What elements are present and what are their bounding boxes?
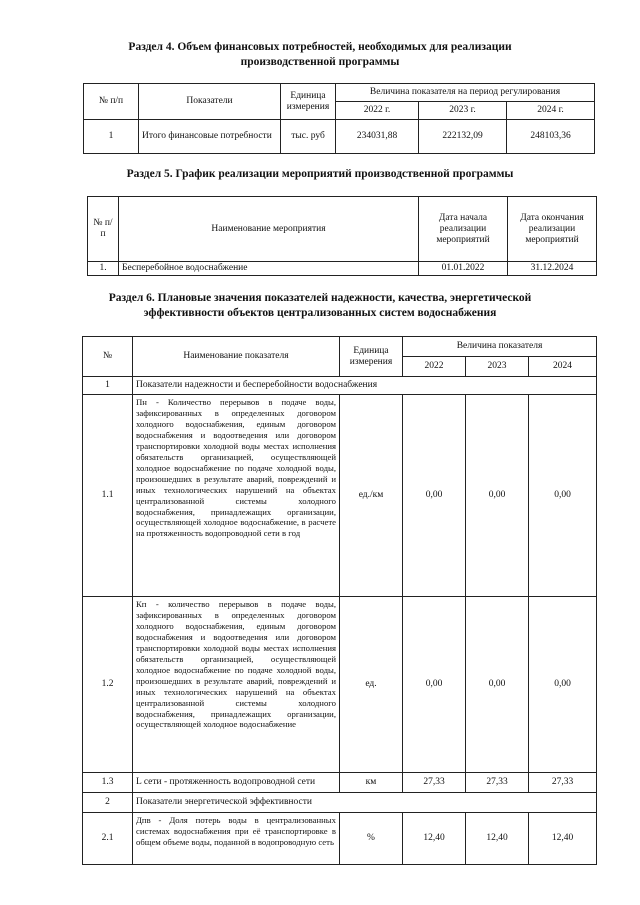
- s4-header-indicator: Показатели: [139, 84, 281, 120]
- s6-row-2-1-2023: 12,40: [466, 813, 529, 865]
- s4-header-unit: Единица измерения: [281, 84, 336, 120]
- s4-header-period: Величина показателя на период регулирования: [336, 84, 595, 102]
- s6-row-1-2-2023: 0,00: [466, 597, 529, 773]
- s5-header-num: № п/п: [88, 197, 119, 262]
- s5-row-start: 01.01.2022: [419, 262, 508, 276]
- s6-row-2-1-num: 2.1: [83, 813, 133, 865]
- s6-row-1-1-2024: 0,00: [529, 395, 597, 597]
- table-row: [83, 813, 597, 865]
- s6-row-1-1-2022: 0,00: [403, 395, 466, 597]
- s5-row-end: 31.12.2024: [508, 262, 597, 276]
- s6-row-2-1-2022: 12,40: [403, 813, 466, 865]
- s4-row-name: Итого финансовые потребности: [139, 120, 281, 154]
- s6-row-1-2-2022: 0,00: [403, 597, 466, 773]
- s6-group2-name: Показатели энергетической эффективности: [133, 793, 597, 813]
- s4-row-unit: тыс. руб: [281, 120, 336, 154]
- s5-header-end: Дата окончания реализации мероприятий: [508, 197, 597, 262]
- s6-row-1-1-num: 1.1: [83, 395, 133, 597]
- s6-row-1-1-name: Пн - Количество перерывов в подаче воды, зафиксированных в определенных договором холодного водоснабжения, единым договором водоснабжения и водоотведения или договором транспортировки холодной воды местах исполнения обязательств организацией, осуществляющей холодное водоснабжение по подаче холодной воды, произошедших в результате аварий, повреждений и иных технологических нарушений на объектах централизованной системы холодного водоснабжения, принадлежащих организации, осуществляющей холодное водоснабжение, в расчете на протяженность водопроводной сети в год: [133, 395, 340, 597]
- s5-header-name: Наименование мероприятия: [119, 197, 419, 262]
- s6-row-2-1-2024: 12,40: [529, 813, 597, 865]
- s6-row-2-1-unit: %: [340, 813, 403, 865]
- s6-row-2-1-name: Дпв - Доля потерь воды в централизованных системах водоснабжения при её транспортировке в общем объеме воды, поданной в водопроводную сеть: [133, 813, 340, 865]
- section6-table: [82, 336, 597, 865]
- s5-row-name: Бесперебойное водоснабжение: [119, 262, 419, 276]
- table-row: [88, 262, 597, 276]
- section4-table: [83, 83, 595, 154]
- s6-header-2024: 2024: [529, 357, 597, 377]
- section5-table: [87, 196, 597, 276]
- s5-header-start: Дата начала реализации мероприятий: [419, 197, 508, 262]
- s6-header-2023: 2023: [466, 357, 529, 377]
- s6-row-1-2-num: 1.2: [83, 597, 133, 773]
- s6-header-num: №: [83, 337, 133, 377]
- section6-title-line1: Раздел 6. Плановые значения показателей надежности, качества, энергетической: [108, 292, 532, 304]
- s6-row-1-3-2023: 27,33: [466, 773, 529, 793]
- s6-group2-num: 2: [83, 793, 133, 813]
- s6-row-1-2-unit: ед.: [340, 597, 403, 773]
- s4-header-2022: 2022 г.: [336, 102, 419, 120]
- section4-title: [0, 40, 640, 70]
- s6-row-1-2-2024: 0,00: [529, 597, 597, 773]
- s6-row-1-1-2023: 0,00: [466, 395, 529, 597]
- s6-header-value: Величина показателя: [403, 337, 597, 357]
- s6-header-2022: 2022: [403, 357, 466, 377]
- s6-row-1-3-unit: км: [340, 773, 403, 793]
- s6-row-1-1-unit: ед./км: [340, 395, 403, 597]
- table-row: [83, 597, 597, 773]
- s6-row-1-2-name: Кп - количество перерывов в подаче воды, зафиксированных в определенных договором холодного водоснабжения, единым договором водоснабжения и водоотведения или договором транспортировки холодной воды местах исполнения обязательств организацией, осуществляющей холодное водоснабжение по подаче холодной воды, произошедших в результате аварий, повреждений и иных технологических нарушений на объектах централизованной системы холодного водоснабжения, принадлежащих организации, осуществляющей холодное водоснабжение: [133, 597, 340, 773]
- s6-row-1-3-2024: 27,33: [529, 773, 597, 793]
- section4-title-line1: Раздел 4. Объем финансовых потребностей, необходимых для реализации: [128, 41, 512, 53]
- s6-header-name: Наименование показателя: [133, 337, 340, 377]
- s5-row-num: 1.: [88, 262, 119, 276]
- s4-row-2023: 222132,09: [419, 120, 507, 154]
- table-row: [83, 793, 597, 813]
- s6-row-1-3-name: L сети - протяженность водопроводной сети: [133, 773, 340, 793]
- s4-row-2024: 248103,36: [507, 120, 595, 154]
- table-row: [84, 120, 595, 154]
- table-row: [83, 377, 597, 395]
- section6-title: [0, 291, 640, 321]
- s4-row-num: 1: [84, 120, 139, 154]
- table-row: [83, 773, 597, 793]
- s6-group1-num: 1: [83, 377, 133, 395]
- s6-group1-name: Показатели надежности и бесперебойности водоснабжения: [133, 377, 597, 395]
- section6-title-line2: эффективности объектов централизованных систем водоснабжения: [143, 307, 497, 319]
- s6-header-unit: Единица измерения: [340, 337, 403, 377]
- s4-header-num: № п/п: [84, 84, 139, 120]
- s4-header-2023: 2023 г.: [419, 102, 507, 120]
- s6-row-1-3-num: 1.3: [83, 773, 133, 793]
- s4-header-2024: 2024 г.: [507, 102, 595, 120]
- section5-title: Раздел 5. График реализации мероприятий производственной программы: [126, 168, 514, 180]
- table-row: [83, 395, 597, 597]
- section4-title-line2: производственной программы: [240, 56, 400, 68]
- s6-row-1-3-2022: 27,33: [403, 773, 466, 793]
- s4-row-2022: 234031,88: [336, 120, 419, 154]
